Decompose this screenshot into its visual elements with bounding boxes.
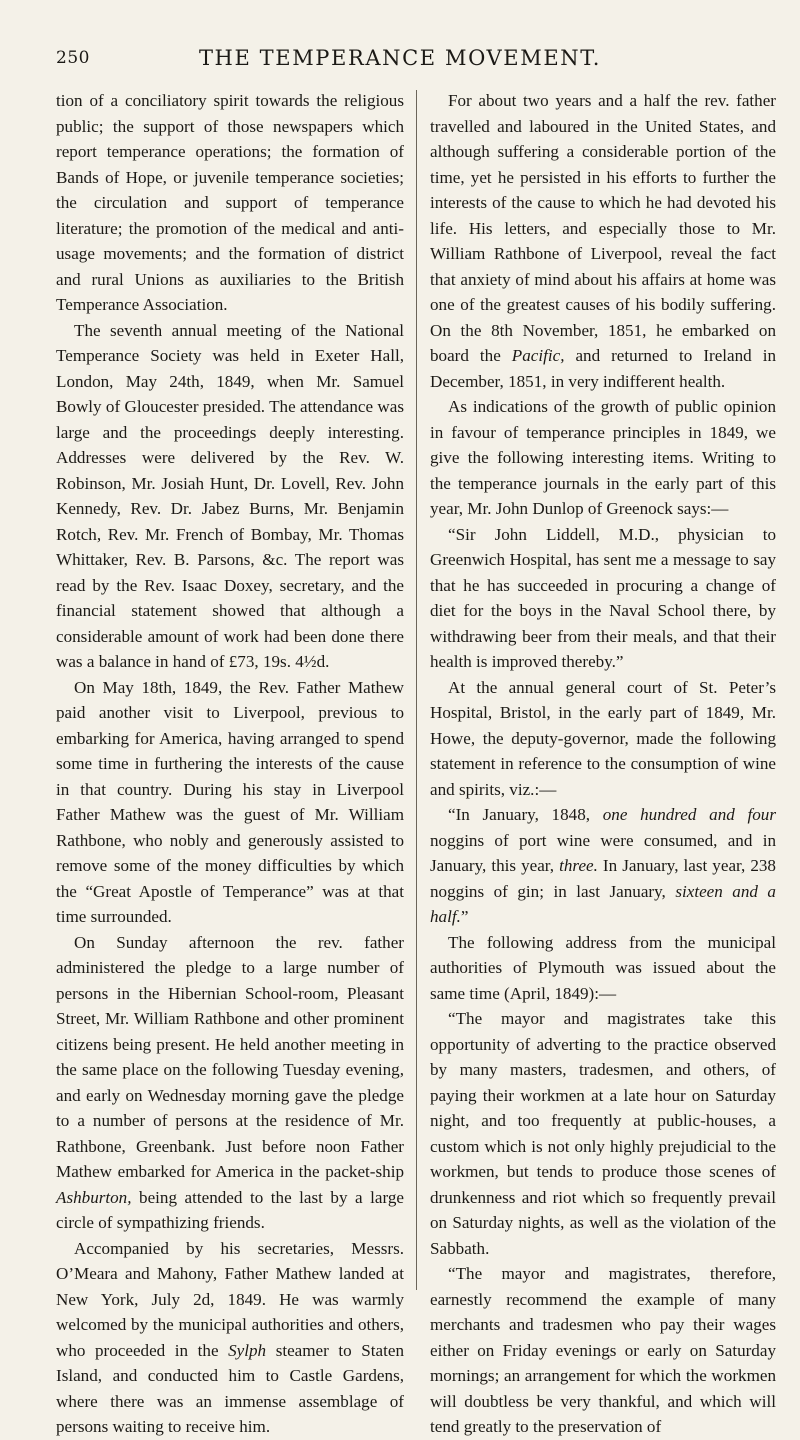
ship-name-ashburton: Ashburton, xyxy=(56,1187,132,1207)
running-head: THE TEMPERANCE MOVEMENT. xyxy=(198,46,602,70)
right-column xyxy=(430,88,776,1440)
right-paragraph-4: At the annual general court of St. Peter’s Hospital, Bristol, in the early part of 1849, Mr. Howe, the deputy-governor, made the following statement in reference to the consumption of wine and spirits, viz.:— xyxy=(430,677,776,799)
right-paragraph-1 xyxy=(430,88,776,394)
quote-close: ” xyxy=(460,907,469,926)
left-paragraph-5-text: Accompanied by his secretaries, Messrs. O’Meara and Mahony, Father Mathew landed at New York, July 2d, 1849. He was warmly welcomed by the municipal authorities and others, who proceeded in the xyxy=(56,1238,404,1360)
right-paragraph-8: “The mayor and magistrates, therefore, earnestly recommend the example of many merchants and tradesmen who pay their wages either on Friday evenings or early on Saturday mornings; an arrangement for which the workmen will doubtless be very thankful, and which will tend greatly to the preservation of xyxy=(430,1264,776,1436)
quote-c: noggins of port wine were consumed, and in January, this year, xyxy=(430,830,776,875)
quote-a: “In January, 1848, xyxy=(448,805,591,824)
ship-name-sylph: Sylph xyxy=(228,1340,267,1360)
left-paragraph-4-end: being attended to the last by a large circle of sympathizing friends. xyxy=(56,1187,404,1232)
quote-e: In January, last year, 238 noggins of gin; in last January, xyxy=(430,856,776,901)
left-paragraph-4 xyxy=(56,930,404,1236)
quote-emphasis-1: one hundred and four xyxy=(602,805,776,824)
quote-emphasis-2: three. xyxy=(559,856,598,875)
left-paragraph-4-text: On Sunday afternoon the rev. father administered the pledge to a large number of persons in the Hibernian School-room, Pleasant Street, Mr. William Rathbone and other prominent citizens being present. He held another meeting in the same place on the following Tuesday evening, and early on Wednesday morning gave the pledge to a number of persons at the residence of Mr. Rathbone, Greenbank. Just before noon Father Mathew embarked for America in the packet-ship xyxy=(56,932,404,1181)
page-number: 250 xyxy=(56,48,90,68)
column-rule xyxy=(416,90,417,1290)
right-paragraph-3: “Sir John Liddell, M.D., physician to Greenwich Hospital, has sent me a message to say that he has succeeded in procuring a change of diet for the boys in the Naval School there, by withdrawing beer from their meals, and that their health is improved thereby.” xyxy=(430,524,776,671)
quote-emphasis-3: sixteen and a half. xyxy=(430,881,776,926)
left-paragraph-5 xyxy=(56,1236,404,1440)
left-paragraph-1: tion of a conciliatory spirit towards the religious public; the support of those newspapers which report temperance operations; the formation of Bands of Hope, or juvenile temperance societies; the circulation and support of temperance literature; the promotion of the medical and anti-usage movements; and the formation of district and rural Unions as auxiliaries to the British Temperance Association. xyxy=(56,91,404,314)
right-paragraph-5 xyxy=(430,802,776,930)
ship-name-pacific: Pacific, xyxy=(511,346,565,365)
right-paragraph-7: “The mayor and magistrates take this opportunity of adverting to the practice observed by many masters, tradesmen, and others, of paying their workmen at a late hour on Saturday night, and too frequently at public-houses, a custom which is not only highly prejudicial to the workmen, but tends to produce those scenes of drunkenness and riot which so frequently prevail on Saturday nights, as well as the violation of the Sabbath. xyxy=(430,1009,776,1258)
left-paragraph-3: On May 18th, 1849, the Rev. Father Mathew paid another visit to Liverpool, previous to embarking for America, having arranged to spend some time in furthering the interests of the cause in that country. During his stay in Liverpool Father Mathew was the guest of Mr. William Rathbone, who nobly and generously assisted to remove some of the money difficulties by which the “Great Apostle of Temperance” was at that time surrounded. xyxy=(56,677,404,926)
left-paragraph-5-end: steamer to Staten Island, and conducted him to Castle Gardens, where there was an immense assemblage of persons waiting to receive him. xyxy=(56,1340,404,1436)
right-paragraph-1-end: and returned to Ireland in December, 1851, in very indifferent health. xyxy=(430,346,777,391)
left-paragraph-2: The seventh annual meeting of the National Temperance Society was held in Exeter Hall, London, May 24th, 1849, when Mr. Samuel Bowly of Gloucester presided. The attendance was large and the proceedings deeply interesting. Addresses were delivered by the Rev. W. Robinson, Mr. Josiah Hunt, Dr. Lovell, Rev. John Kennedy, Rev. Dr. Jabez Burns, Mr. Benjamin Rotch, Rev. Mr. French of Bombay, Mr. Thomas Whittaker, Rev. B. Parsons, &c. The report was read by the Rev. Isaac Doxey, secretary, and the financial statement showed that although a considerable amount of work had been done there was a balance in hand of £73, 19s. 4½d. xyxy=(56,320,404,671)
left-column xyxy=(56,88,404,1440)
right-paragraph-2: As indications of the growth of public opinion in favour of temperance principles in 1849, we give the following interesting items. Writing to the temperance journals in the early part of this year, Mr. John Dunlop of Greenock says:— xyxy=(430,397,776,518)
right-paragraph-1-text: For about two years and a half the rev. father travelled and laboured in the United States, and although suffering a considerable portion of the time, yet he persisted in his efforts to further the interests of the cause to which he had devoted his life. His letters, and especially those to Mr. William Rathbone of Liverpool, reveal the fact that anxiety of mind about his affairs at home was one of the greatest causes of his bodily suffering. On the 8th November, 1851, he embarked on board the xyxy=(430,91,776,365)
right-paragraph-6: The following address from the municipal authorities of Plymouth was issued about the same time (April, 1849):— xyxy=(430,932,776,1003)
